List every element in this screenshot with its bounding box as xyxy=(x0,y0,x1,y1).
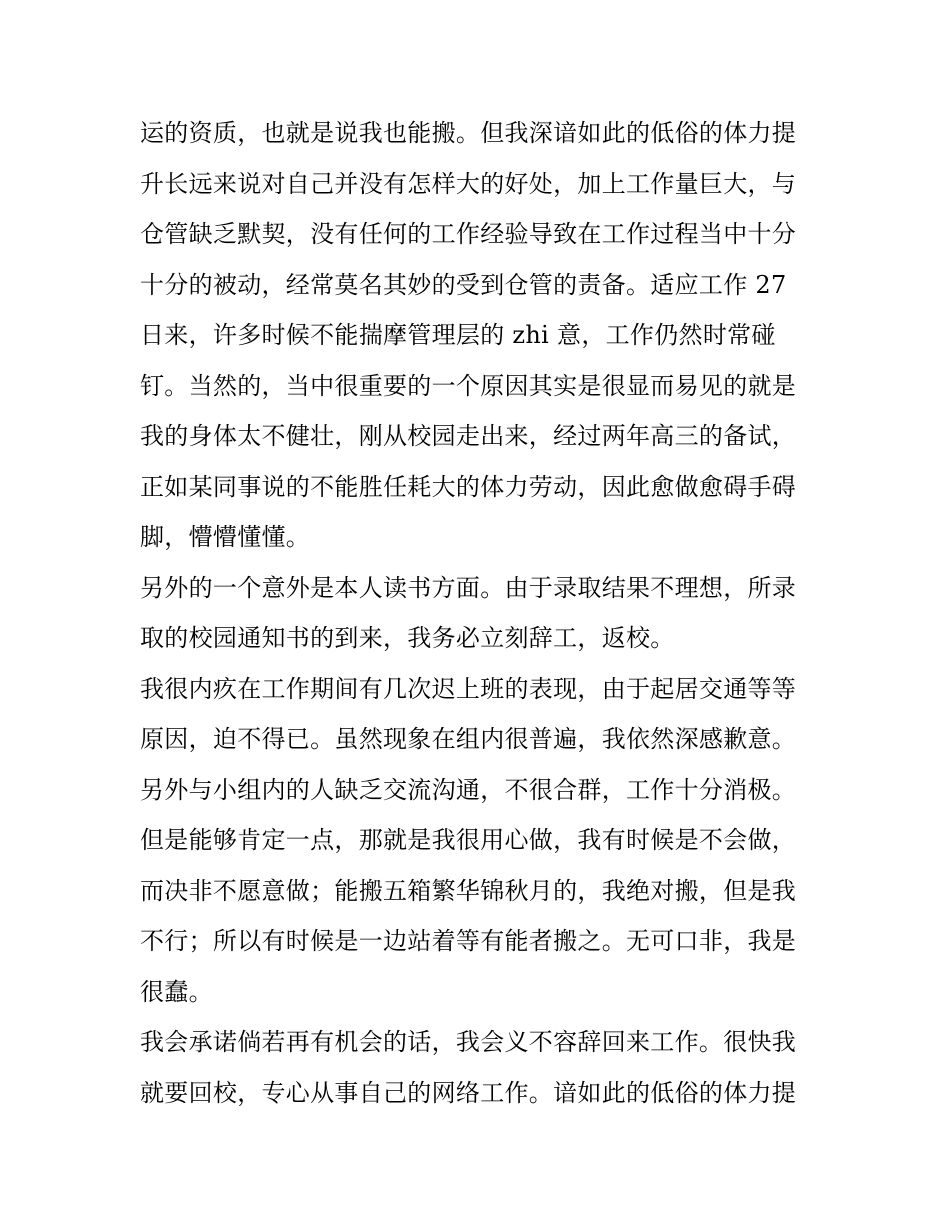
text-line: 原因，迫不得已。虽然现象在组内很普遍，我依然深感歉意。 xyxy=(140,725,797,753)
text-line: 而决非不愿意做；能搬五箱繁华锦秋月的，我绝对搬，但是我 xyxy=(140,876,797,905)
text-line: 我很内疚在工作期间有几次迟上班的表现，由于起居交通等等 xyxy=(140,674,797,703)
text-line: 升长远来说对自己并没有怎样大的好处，加上工作量巨大，与 xyxy=(140,169,797,198)
text-line: 取的校园通知书的到来，我务必立刻辞工，返校。 xyxy=(140,624,675,652)
text-line: 就要回校，专心从事自己的网络工作。谙如此的低俗的体力提 xyxy=(140,1078,797,1107)
text-line: 十分的被动，经常莫名其妙的受到仓管的责备。适应工作 27 xyxy=(140,270,787,299)
text-line: 仓管缺乏默契，没有任何的工作经验导致在工作过程当中十分 xyxy=(140,220,797,248)
text-line: 正如某同事说的不能胜任耗大的体力劳动，因此愈做愈碍手碍 xyxy=(140,472,797,501)
text-line: 但是能够肯定一点，那就是我很用心做，我有时候是不会做， xyxy=(140,826,797,854)
text-line: 另外与小组内的人缺乏交流沟通，不很合群，工作十分消极。 xyxy=(140,775,797,804)
text-line: 运的资质，也就是说我也能搬。但我深谙如此的低俗的体力提 xyxy=(140,119,797,147)
text-line: 另外的一个意外是本人读书方面。由于录取结果不理想，所录 xyxy=(140,573,797,602)
text-line: 不行；所以有时候是一边站着等有能者搬之。无可口非，我是 xyxy=(140,927,797,955)
text-line: 钉。当然的，当中很重要的一个原因其实是很显而易见的就是 xyxy=(140,371,797,400)
text-line: 我的身体太不健壮，刚从校园走出来，经过两年高三的备试， xyxy=(140,422,797,450)
text-line: 我会承诺倘若再有机会的话，我会义不容辞回来工作。很快我 xyxy=(140,1028,797,1056)
text-line: 日来，许多时候不能揣摩管理层的 zhi 意，工作仍然时常碰 xyxy=(140,321,776,349)
text-line: 脚，懵懵懂懂。 xyxy=(140,523,311,551)
document-body xyxy=(140,108,812,1118)
text-line: 很蠢。 xyxy=(140,977,213,1006)
